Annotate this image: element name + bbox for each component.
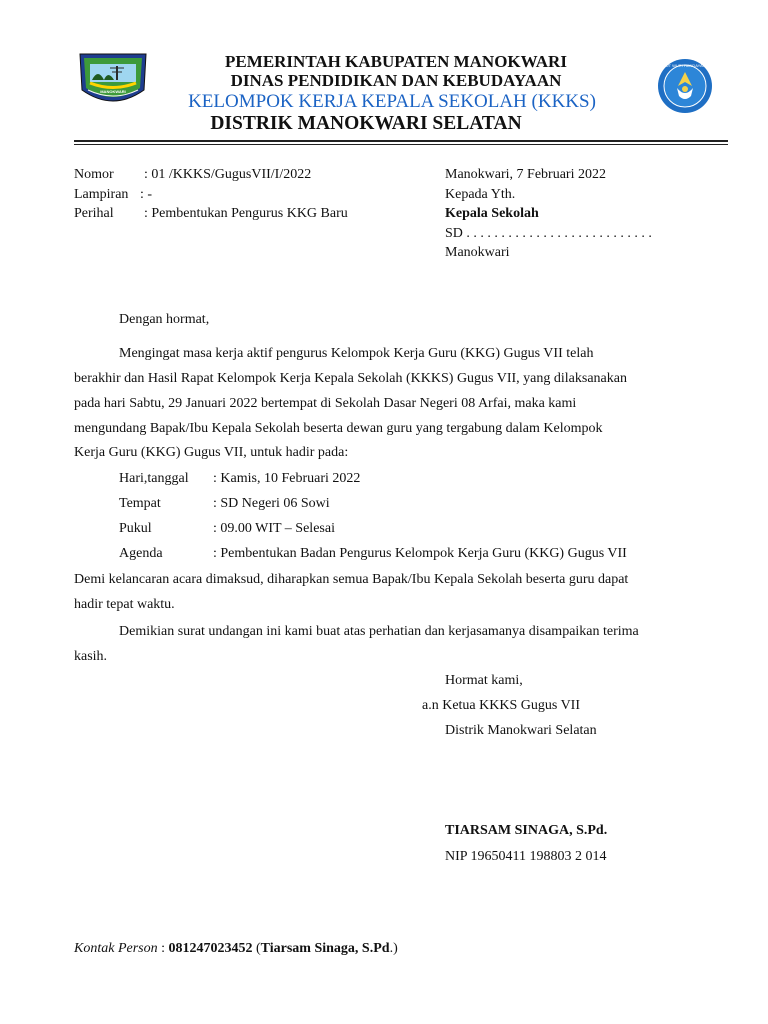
tut-wuri-handayani-text: TUT WURI HANDAYANI [663, 63, 707, 68]
recipient-city: Manokwari [445, 245, 510, 260]
contact-person [74, 941, 398, 957]
contact-separator: : [157, 941, 169, 956]
letterhead-divider-thin [74, 144, 728, 145]
paragraph-1-line-3: pada hari Sabtu, 29 Januari 2022 bertempat di Sekolah Dasar Negeri 08 Arfai, maka kami [74, 396, 577, 411]
contact-phone: 081247023452 [168, 941, 253, 956]
detail-value: : Pembentukan Badan Pengurus Kelompok Kerja Guru (KKG) Gugus VII [213, 546, 627, 561]
letterhead-divider-thick [74, 140, 728, 142]
contact-label: Kontak Person [74, 941, 158, 956]
signatory-nip: NIP 19650411 198803 2 014 [445, 849, 607, 864]
contact-open-paren: ( [252, 941, 261, 956]
nomor-value: : 01 /KKKS/GugusVII/I/2022 [144, 167, 312, 182]
letterhead-department: DINAS PENDIDIKAN DAN KEBUDAYAAN [230, 71, 562, 90]
detail-label: Pukul [119, 521, 152, 536]
kepada-yth: Kepada Yth. [445, 187, 516, 202]
signatory-name: TIARSAM SINAGA, S.Pd. [445, 823, 608, 838]
recipient-school: SD . . . . . . . . . . . . . . . . . . . . . . . . . . . [445, 226, 652, 241]
place-date: Manokwari, 7 Februari 2022 [445, 167, 606, 182]
closing: Hormat kami, [445, 673, 523, 688]
letterhead-government: PEMERINTAH KABUPATEN MANOKWARI [225, 52, 567, 71]
paragraph-1-line-2: berakhir dan Hasil Rapat Kelompok Kerja Kepala Sekolah (KKKS) Gugus VII, yang dilaksanakan [74, 371, 627, 386]
detail-value: : 09.00 WIT – Selesai [213, 521, 335, 536]
paragraph-3-line-2: kasih. [74, 649, 108, 664]
lampiran-value: : - [140, 187, 153, 202]
recipient-title: Kepala Sekolah [445, 206, 539, 221]
nomor-label: Nomor [74, 167, 114, 182]
signature-district: Distrik Manokwari Selatan [445, 723, 597, 738]
contact-close-paren: .) [389, 941, 398, 956]
paragraph-3-line-1: Demikian surat undangan ini kami buat atas perhatian dan kerjasamanya disampaikan terima [119, 624, 639, 639]
detail-label: Agenda [119, 546, 163, 561]
perihal-value: : Pembentukan Pengurus KKG Baru [144, 206, 348, 221]
detail-label: Tempat [119, 496, 161, 511]
greeting: Dengan hormat, [119, 312, 210, 327]
letterhead-organization: KELOMPOK KERJA KEPALA SEKOLAH (KKKS) [188, 91, 596, 112]
paragraph-2-line-1: Demi kelancaran acara dimaksud, diharapkan semua Bapak/Ibu Kepala Sekolah beserta guru dapat [74, 572, 629, 587]
letterhead-district: DISTRIK MANOKWARI SELATAN [210, 113, 522, 134]
paragraph-1-line-1: Mengingat masa kerja aktif pengurus Kelompok Kerja Guru (KKG) Gugus VII telah [119, 346, 594, 361]
paragraph-1-line-5: Kerja Guru (KKG) Gugus VII, untuk hadir pada: [74, 445, 349, 460]
paragraph-1-line-4: mengundang Bapak/Ibu Kepala Sekolah beserta dewan guru yang tergabung dalam Kelompok [74, 421, 603, 436]
detail-value: : Kamis, 10 Februari 2022 [213, 471, 361, 486]
contact-name: Tiarsam Sinaga, S.Pd [260, 941, 390, 956]
lampiran-label: Lampiran [74, 187, 129, 202]
perihal-label: Perihal [74, 206, 114, 221]
manokwari-emblem-text: MANOKWARI [100, 89, 126, 94]
paragraph-2-line-2: hadir tepat waktu. [74, 597, 175, 612]
on-behalf: a.n Ketua KKKS Gugus VII [422, 698, 580, 713]
detail-value: : SD Negeri 06 Sowi [213, 496, 330, 511]
detail-label: Hari,tanggal [119, 471, 189, 486]
